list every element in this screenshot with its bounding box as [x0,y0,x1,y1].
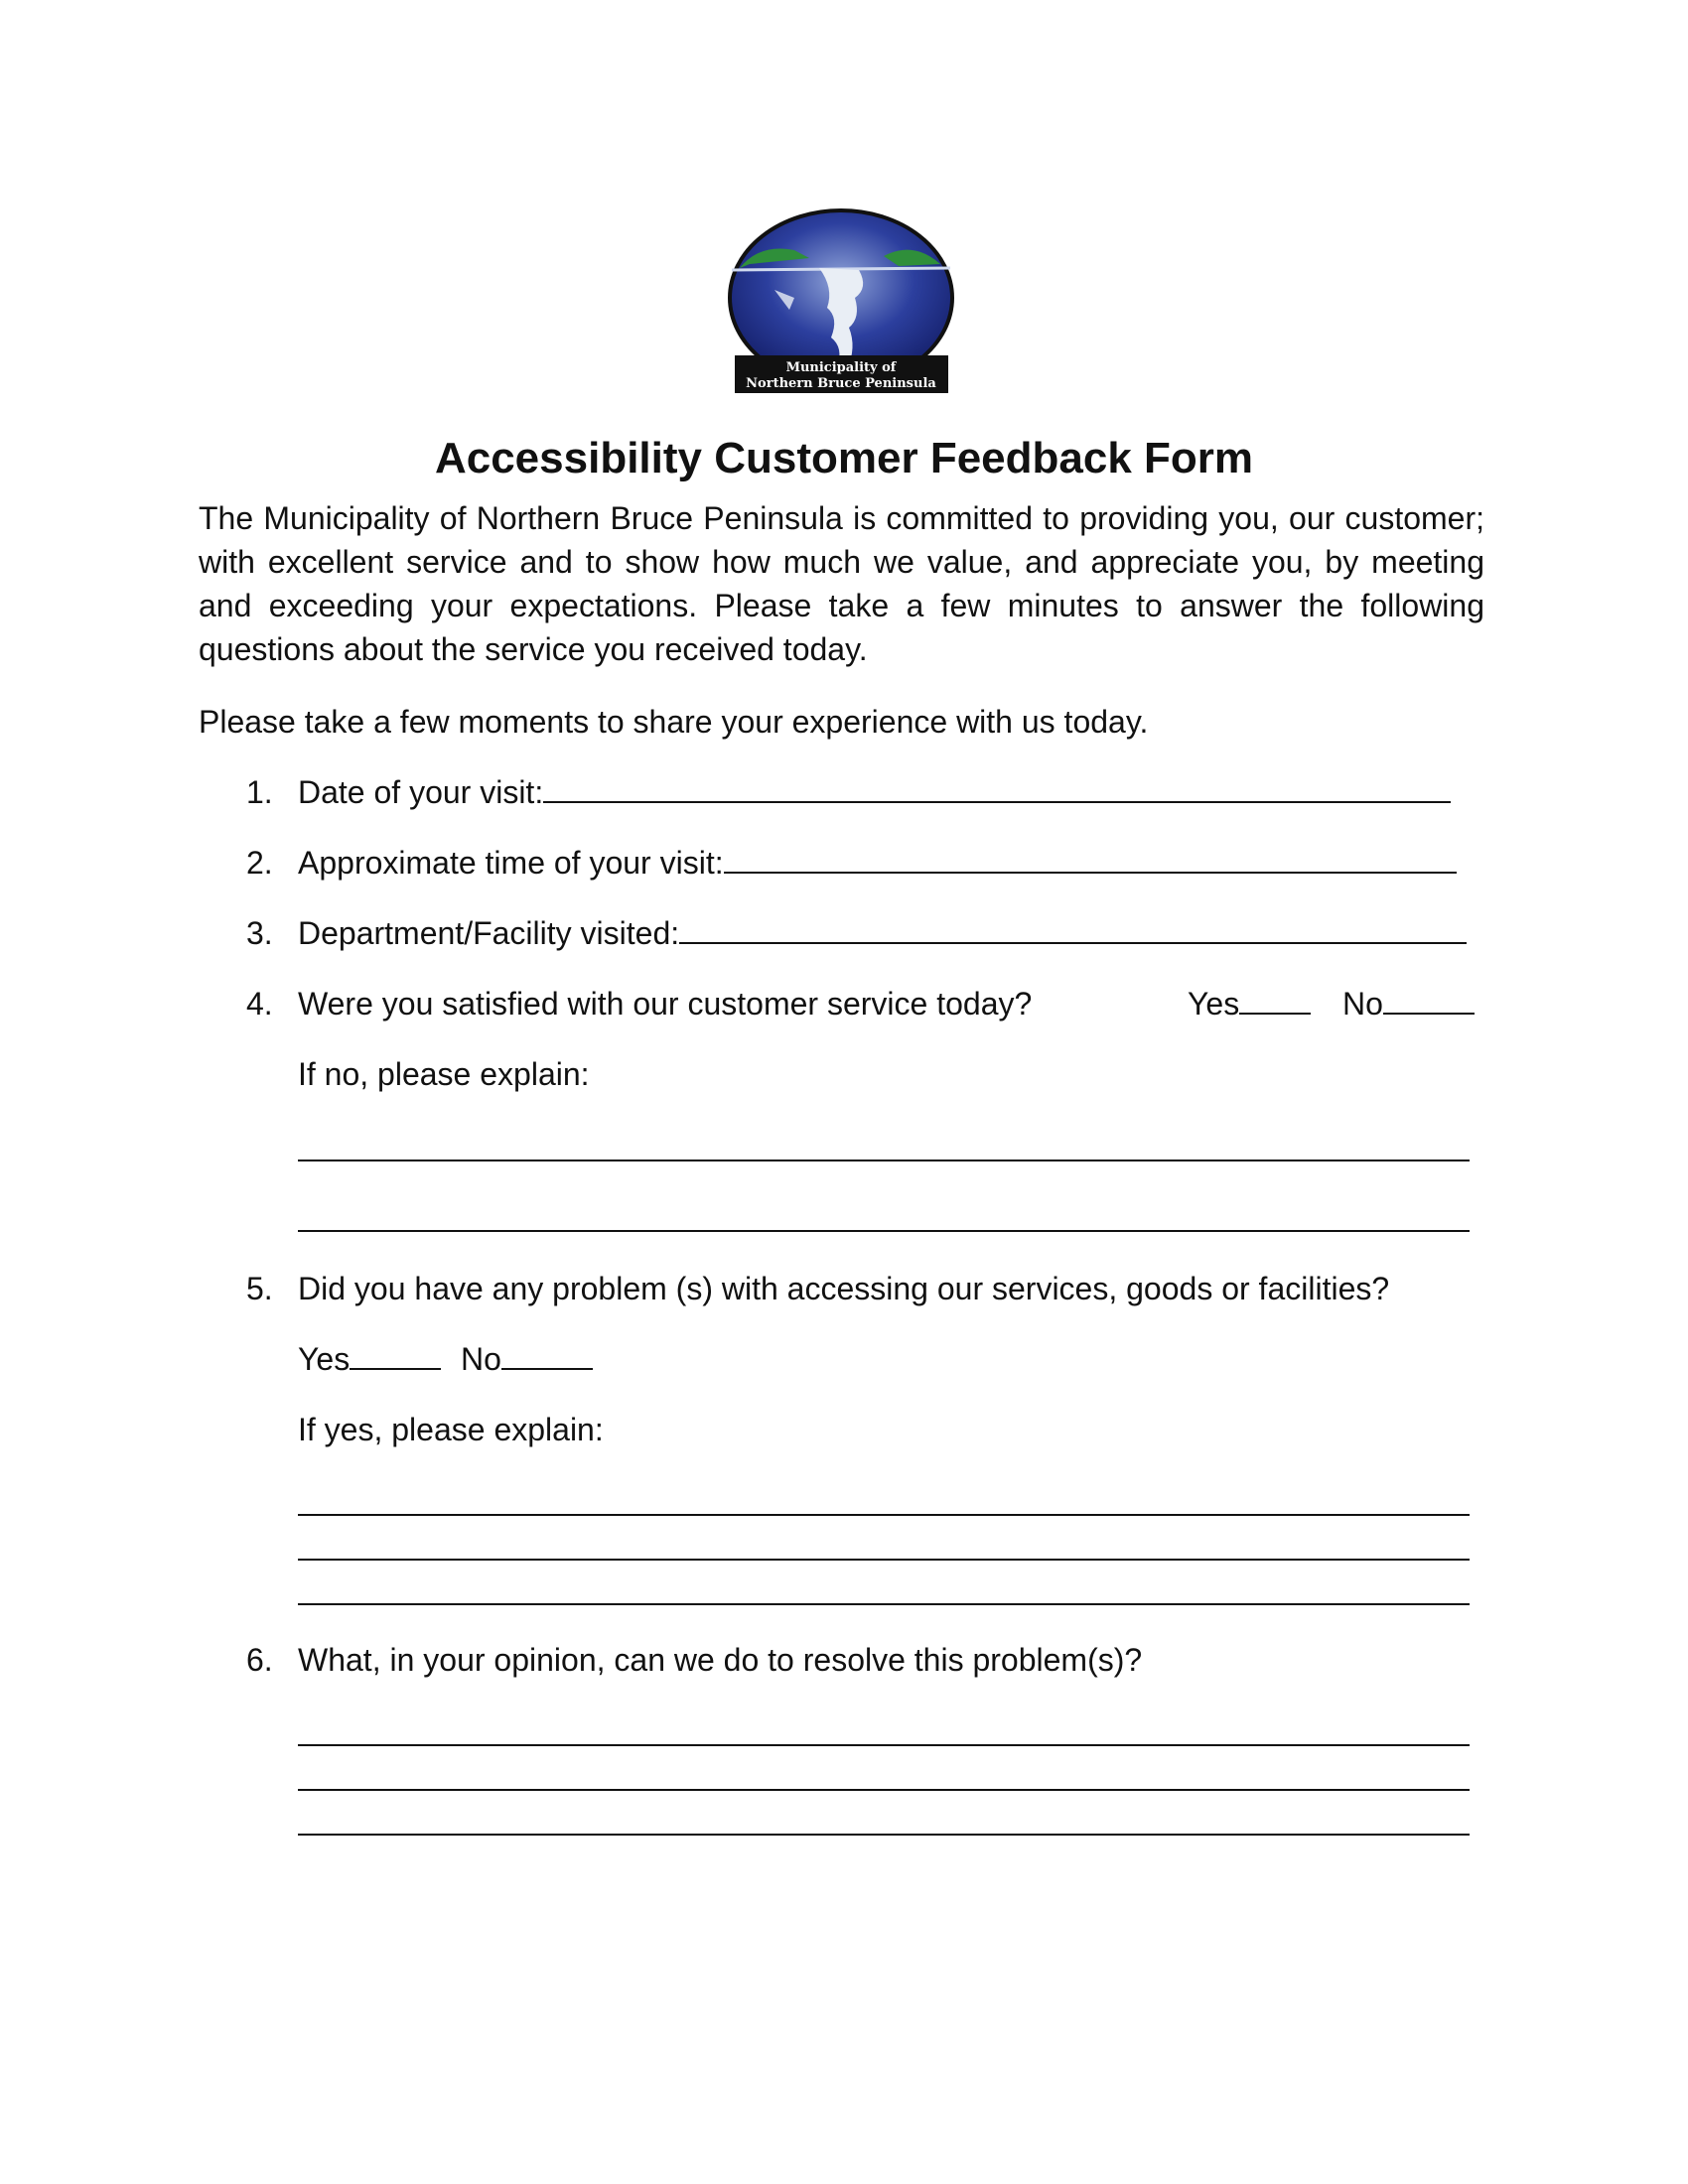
yes-label: Yes [1188,986,1240,1022]
question-label: Were you satisfied with our customer service today? [298,986,1033,1022]
question-number: 6. [246,1642,273,1678]
page-title: Accessibility Customer Feedback Form [434,434,1254,482]
question-4 [246,982,1032,1025]
q4-explain-line-1[interactable] [298,1160,1470,1161]
question-number: 3. [246,915,273,951]
q6-answer-line-1[interactable] [298,1744,1470,1746]
q6-answer-line-2[interactable] [298,1789,1470,1791]
municipality-logo [720,199,963,397]
q4-explain-line-2[interactable] [298,1230,1470,1232]
visit-time-field[interactable] [724,846,1457,874]
question-6 [246,1638,1142,1682]
question-number: 5. [246,1271,273,1306]
question-label: Department/Facility visited: [298,915,680,951]
problem-no-field[interactable] [501,1342,593,1370]
question-number: 2. [246,845,273,881]
question-label: Did you have any problem (s) with accessing our services, goods or facilities? [298,1271,1390,1306]
question-label: Approximate time of your visit: [298,845,724,881]
question-1 [246,770,1451,814]
yes-label: Yes [298,1341,351,1377]
no-label: No [1341,986,1383,1022]
question-2 [246,841,1457,885]
question-number: 4. [246,986,273,1022]
department-field[interactable] [679,916,1467,944]
logo-text-line2: Northern Bruce Peninsula [746,376,936,391]
logo-emblem-icon [720,199,963,397]
satisfied-no-field[interactable] [1383,987,1475,1015]
intro-prompt: Please take a few moments to share your experience with us today. [199,704,1149,740]
satisfied-yes-field[interactable] [1239,987,1311,1015]
question-number: 1. [246,774,273,810]
question-label: What, in your opinion, can we do to resolve this problem(s)? [298,1642,1143,1678]
q5-explain-line-2[interactable] [298,1559,1470,1561]
q6-answer-line-3[interactable] [298,1834,1470,1836]
question-5 [246,1267,1389,1310]
q4-followup: If no, please explain: [298,1056,590,1092]
satisfied-yes-no [1188,982,1475,1025]
no-label: No [460,1341,501,1377]
logo-text-line1: Municipality of [785,360,897,375]
problem-yes-field[interactable] [350,1342,441,1370]
question-label: Date of your visit: [298,774,544,810]
intro-paragraph: The Municipality of Northern Bruce Peninsula is committed to providing you, our customer; with excellent service and to show how much we value, and appreciate you, by meeting and exceeding your expectations. Please take a few minutes to answer the following questions about the service you received today. [199,500,1484,667]
visit-date-field[interactable] [543,775,1451,803]
question-3 [246,911,1467,955]
q5-explain-line-1[interactable] [298,1514,1470,1516]
q5-followup: If yes, please explain: [298,1412,604,1447]
problem-yes-no [298,1337,593,1381]
q5-explain-line-3[interactable] [298,1603,1470,1605]
